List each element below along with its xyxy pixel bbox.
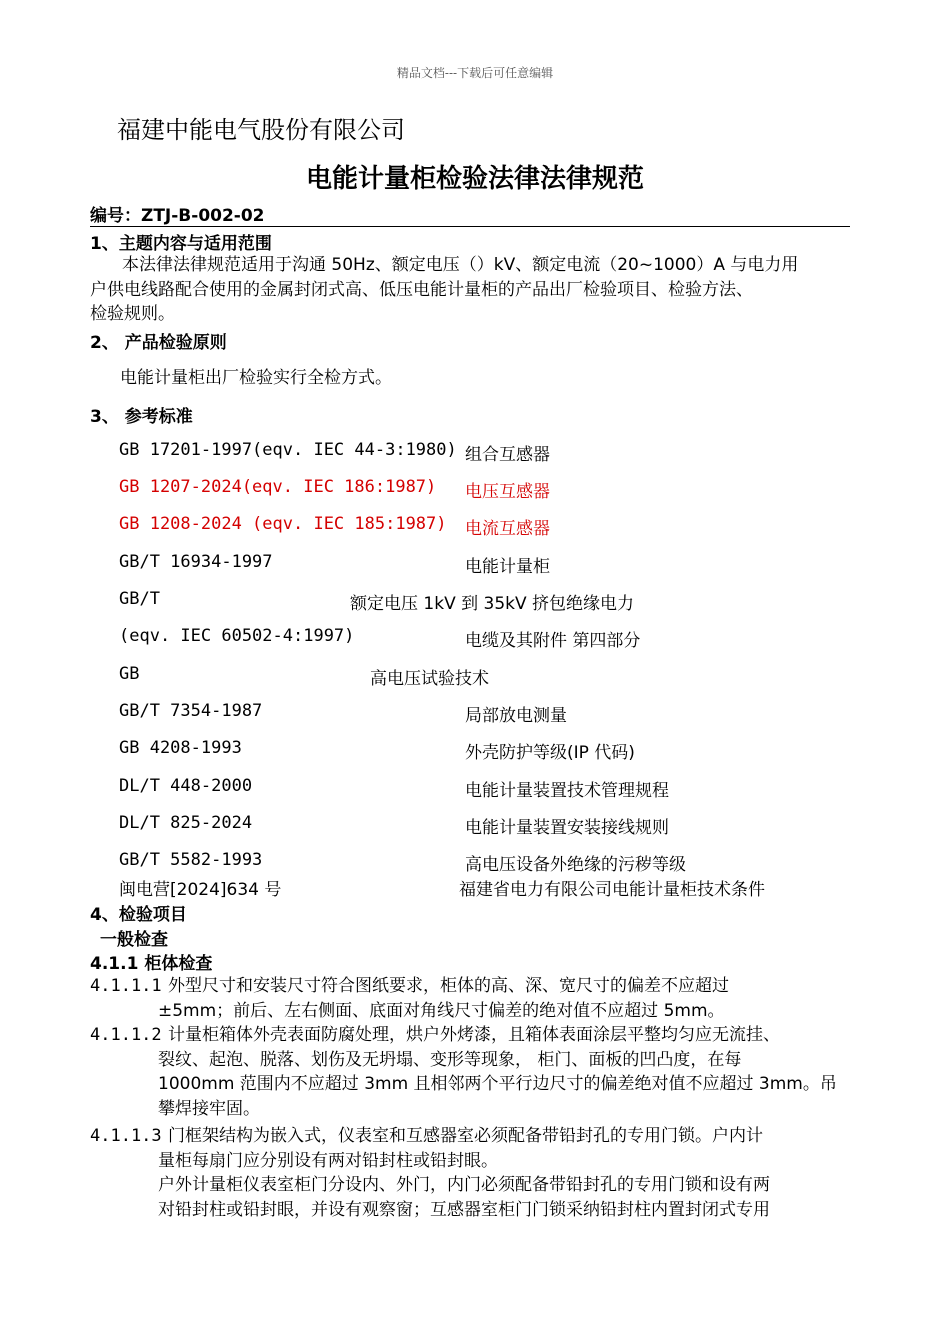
standard-name: 额定电压 1kV 到 35kV 挤包绝缘电力: [350, 594, 635, 614]
item-line: 门框架结构为嵌入式，仪表室和互感器室必须配备带铅封孔的专用门锁。户内计: [168, 1126, 763, 1146]
standard-code: GB: [119, 664, 140, 684]
standard-name: 福建省电力有限公司电能计量柜技术条件: [459, 880, 765, 900]
item-line: 量柜每扇门应分别设有两对铅封柱或铅封眼。: [158, 1151, 498, 1171]
section1-line: 检验规则。: [90, 304, 175, 324]
standard-code: DL/T 448-2000: [119, 776, 253, 796]
item-number: 4.1.1.3: [90, 1126, 162, 1146]
section3-heading: 3、 参考标准: [90, 407, 193, 427]
standard-code: (eqv. IEC 60502-4:1997): [119, 626, 355, 646]
item-line: 1000mm 范围内不应超过 3mm 且相邻两个平行边尺寸的偏差绝对值不应超过 3mm。吊: [158, 1074, 837, 1094]
item-line: 计量柜箱体外壳表面防腐处理，烘户外烤漆，且箱体表面涂层平整均匀应无流挂、: [168, 1025, 780, 1045]
standard-code: GB/T 16934-1997: [119, 552, 273, 572]
standard-code: GB 17201-1997(eqv. IEC 44-3:1980): [119, 440, 457, 460]
standard-name: 电缆及其附件 第四部分: [465, 631, 641, 651]
section4-heading: 4、检验项目: [90, 905, 187, 925]
item-line: 攀焊接牢固。: [158, 1099, 260, 1119]
standard-code: GB 1207-2024(eqv. IEC 186:1987): [119, 477, 437, 497]
item-line: 户外计量柜仪表室柜门分设内、外门，内门必须配备带铅封孔的专用门锁和设有两: [158, 1175, 770, 1195]
standard-name: 局部放电测量: [465, 706, 567, 726]
standard-code: 闽电营[2024]634 号: [119, 880, 282, 900]
section1-heading: 1、主题内容与适用范围: [90, 234, 272, 254]
section2-text: 电能计量柜出厂检验实行全检方式。: [120, 368, 392, 388]
standard-code: GB 4208-1993: [119, 738, 242, 758]
standard-code: GB/T: [119, 589, 160, 609]
header-divider: [90, 226, 850, 227]
document-title: 电能计量柜检验法律法律规范: [305, 164, 644, 194]
section2-heading: 2、 产品检验原则: [90, 333, 227, 353]
standard-name: 电能计量装置技术管理规程: [465, 781, 669, 801]
item-number: 4.1.1.1: [90, 976, 162, 996]
item-line: 裂纹、起泡、脱落、划伤及无坍塌、变形等现象， 柜门、面板的凹凸度，在每: [158, 1050, 742, 1070]
header-note: 精品文档---下载后可任意编辑: [396, 66, 554, 80]
document-number: 编号：ZTJ-B-002-02: [90, 206, 265, 226]
standard-code: GB 1208-2024 (eqv. IEC 185:1987): [119, 514, 447, 534]
item-line: 对铅封柱或铅封眼，并设有观察窗；互感器室柜门门锁采纳铅封柱内置封闭式专用: [158, 1200, 770, 1220]
standard-name: 电能计量装置安装接线规则: [465, 818, 669, 838]
item-line: ±5mm；前后、左右侧面、底面对角线尺寸偏差的绝对值不应超过 5mm。: [158, 1001, 725, 1021]
standard-name: 外壳防护等级(IP 代码): [465, 743, 635, 763]
standard-code: DL/T 825-2024: [119, 813, 253, 833]
standard-name: 电能计量柜: [465, 557, 550, 577]
standard-code: GB/T 7354-1987: [119, 701, 263, 721]
standard-name: 高电压试验技术: [370, 669, 489, 689]
section4-subheading: 一般检查: [100, 930, 168, 950]
standard-name: 组合互感器: [465, 445, 550, 465]
item-line: 外型尺寸和安装尺寸符合图纸要求，柜体的高、深、宽尺寸的偏差不应超过: [168, 976, 729, 996]
standard-code: GB/T 5582-1993: [119, 850, 263, 870]
standard-name: 电压互感器: [465, 482, 550, 502]
standard-name: 电流互感器: [465, 519, 550, 539]
standard-name: 高电压设备外绝缘的污秽等级: [465, 855, 686, 875]
company-name: 福建中能电气股份有限公司: [117, 116, 405, 144]
item-number: 4.1.1.2: [90, 1025, 162, 1045]
section1-line: 户供电线路配合使用的金属封闭式高、低压电能计量柜的产品出厂检验项目、检验方法、: [90, 280, 753, 300]
section1-line: 本法律法律规范适用于沟通 50Hz、额定电压（）kV、额定电流（20~1000）A 与电力用: [122, 255, 799, 275]
section4-subsubheading: 4.1.1 柜体检查: [90, 954, 213, 974]
